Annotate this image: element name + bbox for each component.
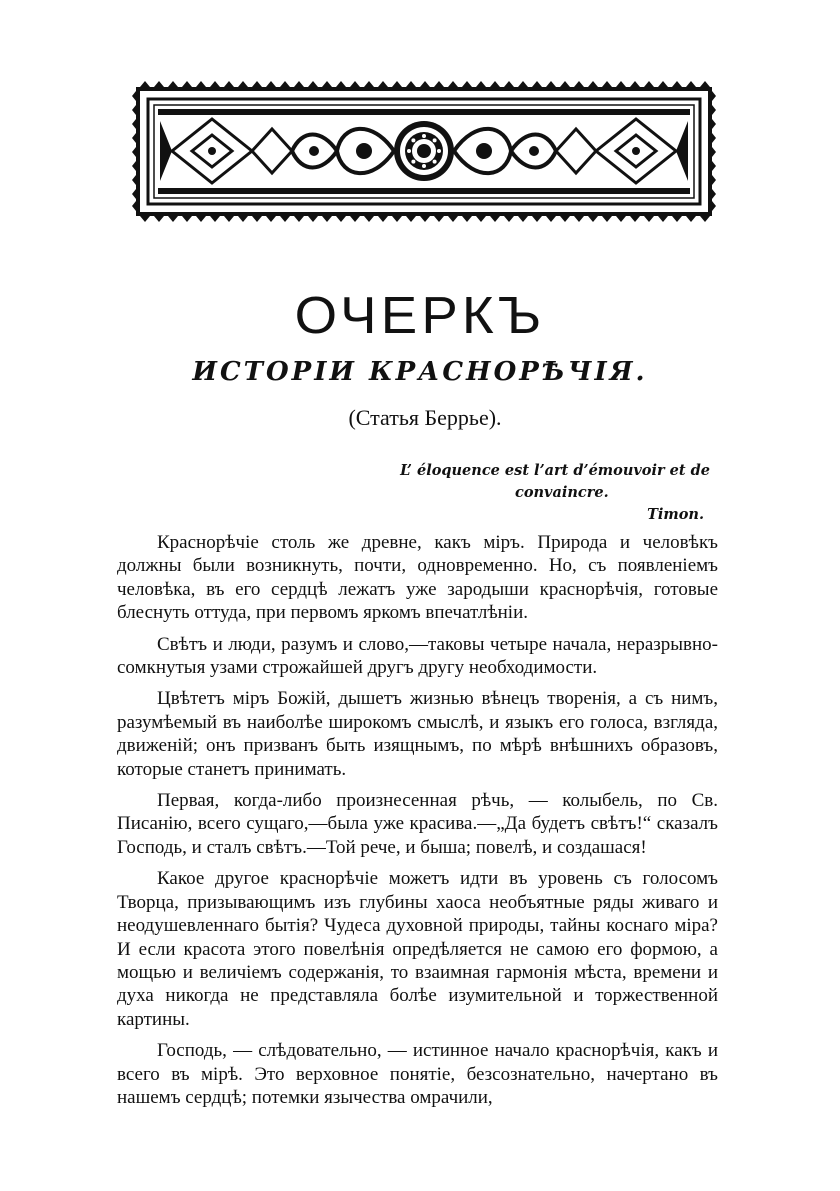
epigraph	[380, 460, 710, 526]
paragraph-2: Свѣтъ и люди, разумъ и слово,—таковы четыре начала, неразрывно-сомкнутыя узами строжайшей другъ другу необходимости.	[117, 633, 718, 679]
epigraph-signature: Timon.	[647, 506, 704, 523]
paragraph-3: Цвѣтетъ міръ Божій, дышетъ жизнью вѣнецъ творенія, а съ нимъ, разумѣемый въ наиболѣе широкомъ смыслѣ, и языкъ его голоса, взгляда, движеній; онъ призванъ быть изящнымъ, по мѣрѣ внѣшнихъ образовъ, которые станетъ принимать.	[117, 688, 718, 780]
paragraph-4: Первая, когда-либо произнесенная рѣчь, — колыбель, по Св. Писанію, всего сущаго,—была уже красива.—„Да будетъ свѣтъ!“ сказалъ Господь, и сталъ свѣтъ.—Той рече, и быша; повелѣ, и создашася!	[117, 790, 718, 858]
author-note: (Статья Беррье).	[348, 405, 502, 430]
paragraph-6: Господь, — слѣдовательно, — истинное начало краснорѣчія, какъ и всего въ мірѣ. Это верховное понятіе, безсознательно, начертано въ нашемъ сердцѣ; потемки язычества омрачили,	[117, 1040, 718, 1108]
page-subtitle: ИСТОРІИ КРАСНОРѢЧІЯ.	[192, 357, 648, 387]
epigraph-line-2: convaincre.	[515, 484, 609, 501]
body-text	[117, 531, 718, 1117]
decorative-headpiece-icon	[132, 79, 720, 224]
paragraph-1: Краснорѣчіе столь же древне, какъ міръ. Природа и человѣкъ должны были возникнуть, почти, одновременно. Но, съ появленіемъ человѣка, въ его сердцѣ лежатъ уже зародыши краснорѣчія, готовые блеснуть оттуда, при первомъ яркомъ впечатлѣніи.	[117, 532, 718, 624]
paragraph-5: Какое другое краснорѣчіе можетъ идти въ уровень съ голосомъ Творца, призывающимъ изъ глубины хаоса необъятные ряды живаго и неодушевленнаго бытія? Чудеса духовной природы, тайны коснаго міра? И если красота этого повелѣнія опредѣляется не самою его формою, а мощью и величіемъ содержанія, то взаимная гармонія мѣста, времени и духа никогда не представляла болѣе изумительной и торжественной картины.	[117, 868, 718, 1030]
page-title: ОЧЕРКЪ	[294, 287, 546, 345]
epigraph-line-1: L’ éloquence est l’art d’émouvoir et de	[400, 462, 710, 479]
